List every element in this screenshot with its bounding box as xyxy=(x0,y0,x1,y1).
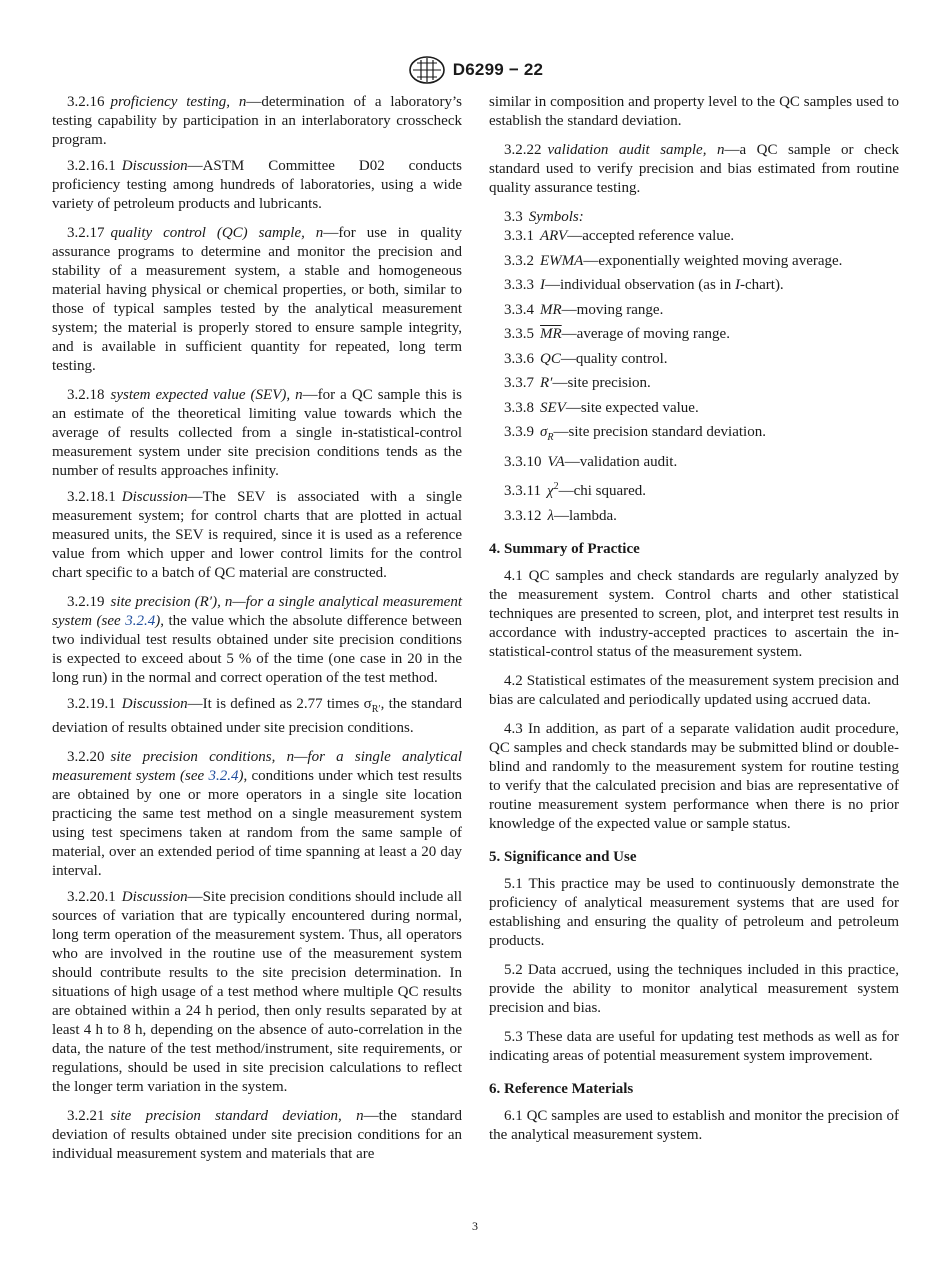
para-4-1: 4.1 QC samples and check standards are regularly analyzed by the measurement system. Control charts and other statistical techniques are presented to screen, plot, and interpret test results in accordance with industry-accepted practices to ascertain the in-statistical-control status of the measurement system. xyxy=(489,567,899,660)
symbol-item: 3.3.9 $\sigma_R—site$ precision standard deviation. xyxy=(504,424,766,443)
para-6-1: 6.1 QC samples are used to establish and monitor the precision of the analytical measurement system. xyxy=(489,1107,899,1143)
document-id: D6299 − 22 xyxy=(452,60,544,79)
symbol-item: 3.3.8 SEV—site expected value. xyxy=(504,399,699,416)
symbol-item: 3.3.4 MR—moving range. xyxy=(504,301,664,318)
para-3-2-17: 3.2.17 quality control (QC) sample, n—for use in quality assurance programs to determine and monitor the precision and stability of a measurement system, a stable and homogeneous material having physical or chemical properties, or both, similar to those of typical samples tested by the analytical measurement system; the material is properly stored to ensure sample integrity, and is available in sufficient quantity for repeated, long term testing. xyxy=(52,225,462,374)
para-3-2-18: 3.2.18 system expected value (SEV), n—for a QC sample this is an estimate of the theoretical limiting value towards which the average of results collected from a single in-statistical-control measurement system under site precision conditions tends as the number of results approaches infinity. xyxy=(52,387,462,479)
para-3-2-21: 3.2.21 site precision standard deviation, n—the standard deviation of results obtained under site precision conditions for an individual measurement system and materials that are xyxy=(52,1108,462,1162)
astm-logo-icon xyxy=(407,55,447,85)
para-5-3: 5.3 These data are useful for updating test methods as well as for indicating areas of potential measurement system improvement. xyxy=(489,1028,899,1064)
left-column xyxy=(52,93,462,1171)
para-3-2-20-1: 3.2.20.1 Discussion—Site precision conditions should include all sources of variation that are typically encountered during normal, long term operation of the measurement system. Thus, all operators who are involved in the routine use of the measurement system should contribute results to the site precision determination. In situations of high usage of a test method where multiple QC results are obtained within a 24 h period, then only results separated by at least 4 h to 8 h, depending on the absence of auto-correlation in the data, the nature of the test method/instrument, site requirements, or regulations, should be used in site precision calculations to reflect the longer term variation in the system. xyxy=(52,889,462,1095)
para-4-2: 4.2 Statistical estimates of the measurement system precision and bias are calculated and periodically updated using accrued data. xyxy=(489,672,899,708)
ref-link-3-2-4[interactable]: 3.2.4 xyxy=(208,768,239,784)
para-3-2-19-1: 3.2.19.1 Discussion—It is defined as 2.77 times $\sigma_{R'}$, the standard deviation of results obtained under site precision conditions. xyxy=(52,696,462,736)
symbol-item: 3.3.11 $\chi^2—chi$ squared. xyxy=(504,481,647,499)
right-column xyxy=(489,93,899,1152)
symbol-item: 3.3.5 $\overline{MR}—average$ of moving range. xyxy=(504,326,730,342)
page-number: 3 xyxy=(472,1219,478,1233)
section-6-heading: 6. Reference Materials xyxy=(489,1080,634,1097)
symbols-list xyxy=(489,227,899,526)
symbol-item: 3.3.2 EWMA—exponentially weighted moving average. xyxy=(504,252,843,269)
symbol-item: 3.3.10 VA—validation audit. xyxy=(504,453,678,470)
para-3-2-19: 3.2.19 site precision (R′), n—for a single analytical measurement system (see 3.2.4), the value which the absolute difference between two individual test results obtained under site precision conditions is expected to exceed about 5 % of the time (one case in 20 in the long run) in the normal and correct operation of the test method. xyxy=(52,594,463,686)
section-5-heading: 5. Significance and Use xyxy=(489,848,637,865)
symbol-item: 3.3.7 R′—site precision. xyxy=(504,375,651,391)
section-4-heading: 4. Summary of Practice xyxy=(489,540,640,557)
para-3-2-22: 3.2.22 validation audit sample, n—a QC sample or check standard used to verify precision and bias estimated from routine quality assurance testing. xyxy=(489,142,899,196)
symbol-item: 3.3.12 λ—lambda. xyxy=(504,507,617,524)
para-4-3: 4.3 In addition, as part of a separate validation audit procedure, QC samples and check standards may be submitted blind or double-blind and randomly to the measurement system for routine testing to verify that the calculated precision and bias are representative of routine measurement system performance when there is no prior knowledge of the expected value or sample status. xyxy=(489,720,899,832)
para-3-2-20: 3.2.20 site precision conditions, n—for a single analytical measurement system (see 3.2.4), conditions under which test results are obtained by one or more operators in a single site location practicing the same test method on a single measurement system using test specimens taken at random from the same sample of material, over an extended period of time spanning at least a 20 day interval. xyxy=(52,749,462,879)
page-header xyxy=(0,53,950,87)
symbol-item: 3.3.1 ARV—accepted reference value. xyxy=(504,228,735,244)
para-3-2-16-1: 3.2.16.1 Discussion—ASTM Committee D02 conducts proficiency testing among hundreds of laboratories, using a wide variety of petroleum products and lubricants. xyxy=(52,158,462,212)
symbol-item: 3.3.6 QC—quality control. xyxy=(504,350,668,367)
para-3-2-21-continued: similar in composition and property level to the QC samples used to establish the standard deviation. xyxy=(489,94,899,129)
symbols-heading: 3.3 Symbols: xyxy=(504,209,584,225)
symbol-item: 3.3.3 I—individual observation (as in I-chart). xyxy=(504,277,784,293)
para-3-2-18-1: 3.2.18.1 Discussion—The SEV is associated with a single measurement system; for control charts that are plotted in actual measured units, the SEV is required, since it is used as a reference value from which upper and lower control limits for the control chart specific to a batch of QC material are constructed. xyxy=(52,489,462,581)
para-5-1: 5.1 This practice may be used to continuously demonstrate the proficiency of analytical measurement systems that are used for establishing and ensuring the quality of petroleum and petroleum products. xyxy=(489,875,899,949)
ref-link-3-2-4[interactable]: 3.2.4 xyxy=(125,613,156,629)
para-5-2: 5.2 Data accrued, using the techniques included in this practice, provide the ability to monitor analytical measurement system precision and bias. xyxy=(489,961,899,1016)
para-3-2-16: 3.2.16 proficiency testing, n—determination of a laboratory’s testing capability by participation in an interlaboratory crosscheck program. xyxy=(52,94,462,148)
